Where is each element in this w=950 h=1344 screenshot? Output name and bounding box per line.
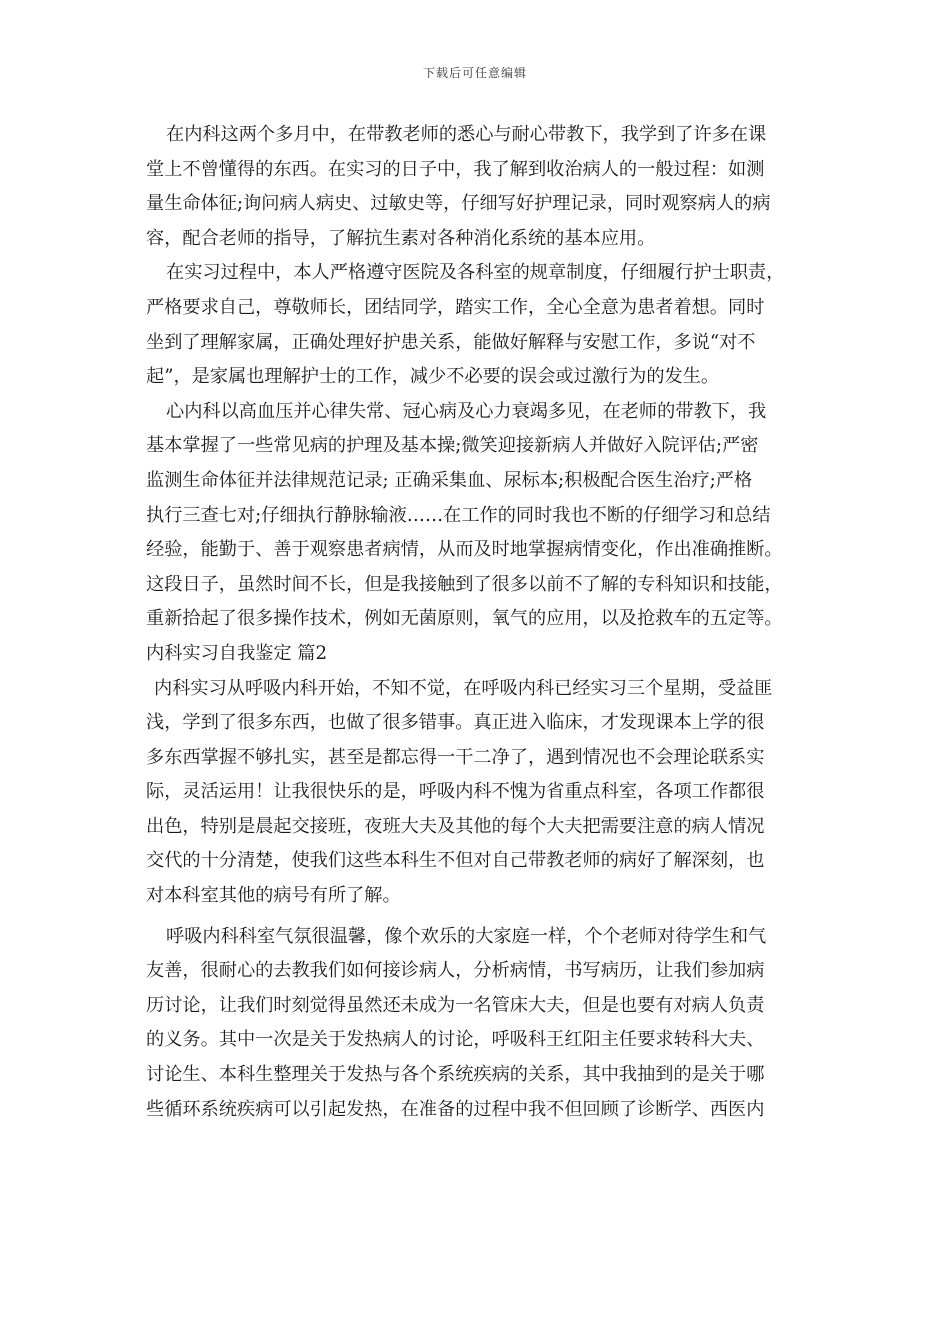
paragraph-5 [146,920,826,1128]
text-line: 在内科这两个多月中，在带教老师的悉心与耐心带教下，我学到了许多在课 [166,124,767,145]
document-body [146,118,826,1127]
text-line: 容，配合老师的指导，了解抗生素对各种消化系统的基本应用。 [146,227,656,249]
text-line: 浅，学到了很多东西，也做了很多错事。真正进入临床，才发现课本上学的很 [146,712,765,734]
text-line: 执行三查七对;仔细执行静脉输液……在工作的同时我也不断的仔细学习和总结 [146,504,771,526]
paragraph-1 [146,118,826,256]
text-line: 对本科室其他的病号有所了解。 [146,885,401,907]
paragraph-3 [146,395,826,637]
text-line: 这段日子，虽然时间不长，但是我接触到了很多以前不了解的专科知识和技能， [146,573,783,595]
text-line: 内科实习从呼吸内科开始，不知不觉，在呼吸内科已经实习三个星期，受益匪 [154,677,773,699]
text-line: 量生命体征;询问病人病史、过敏史等，仔细写好护理记录，同时观察病人的病 [146,193,771,215]
text-line: 基本掌握了一些常见病的护理及基本操;微笑迎接新病人并做好入院评估;严密 [146,435,759,457]
text-line: 际，灵活运用！让我很快乐的是，呼吸内科不愧为省重点科室，各项工作都很 [146,781,765,803]
paragraph-4 [146,672,826,914]
text-line: 经验，能勤于、善于观察患者病情，从而及时地掌握病情变化，作出准确推断。 [146,539,783,561]
text-line: 交代的十分清楚，使我们这些本科生不但对自己带教老师的病好了解深刻，也 [146,850,765,872]
paragraph-2 [146,256,826,394]
text-line: 心内科以高血压并心律失常、冠心病及心力衰竭多见，在老师的带教下，我 [166,400,767,422]
text-line: 监测生命体征并法律规范记录; 正确采集血、尿标本;积极配合医生治疗;严格 [146,469,753,491]
text-line: 的义务。其中一次是关于发热病人的讨论，呼吸科王红阳主任要求转科大夫、 [146,1029,765,1051]
text-line: 在实习过程中，本人严格遵守医院及各科室的规章制度，仔细履行护士职责， [166,262,785,284]
page-header: 下载后可任意编辑 [422,66,527,80]
section-heading: 内科实习自我鉴定 篇2 [146,642,328,664]
text-line: 起”，是家属也理解护士的工作，减少不必要的误会或过激行为的发生。 [146,366,720,388]
text-line: 堂上不曾懂得的东西。在实习的日子中，我了解到收治病人的一般过程：如测 [146,158,765,180]
text-line: 讨论生、本科生整理关于发热与各个系统疾病的关系，其中我抽到的是关于哪 [146,1064,765,1086]
text-line: 坐到了理解家属，正确处理好护患关系，能做好解释与安慰工作，多说“对不 [146,331,756,353]
text-line: 重新拾起了很多操作技术，例如无菌原则，氧气的应用，以及抢救车的五定等。 [146,608,783,630]
text-line: 多东西掌握不够扎实，甚至是都忘得一干二净了，遇到情况也不会理论联系实 [146,746,765,768]
text-line: 呼吸内科科室气氛很温馨，像个欢乐的大家庭一样，个个老师对待学生和气 [166,925,767,947]
text-line: 出色，特别是晨起交接班，夜班大夫及其他的每个大夫把需要注意的病人情况 [146,815,765,837]
text-line: 些循环系统疾病可以引起发热，在准备的过程中我不但回顾了诊断学、西医内 [146,1098,765,1120]
text-line: 历讨论，让我们时刻觉得虽然还未成为一名管床大夫，但是也要有对病人负责 [146,994,765,1016]
text-line: 严格要求自己，尊敬师长，团结同学，踏实工作，全心全意为患者着想。同时 [146,296,765,318]
text-line: 友善，很耐心的去教我们如何接诊病人，分析病情，书写病历，让我们参加病 [146,960,765,982]
